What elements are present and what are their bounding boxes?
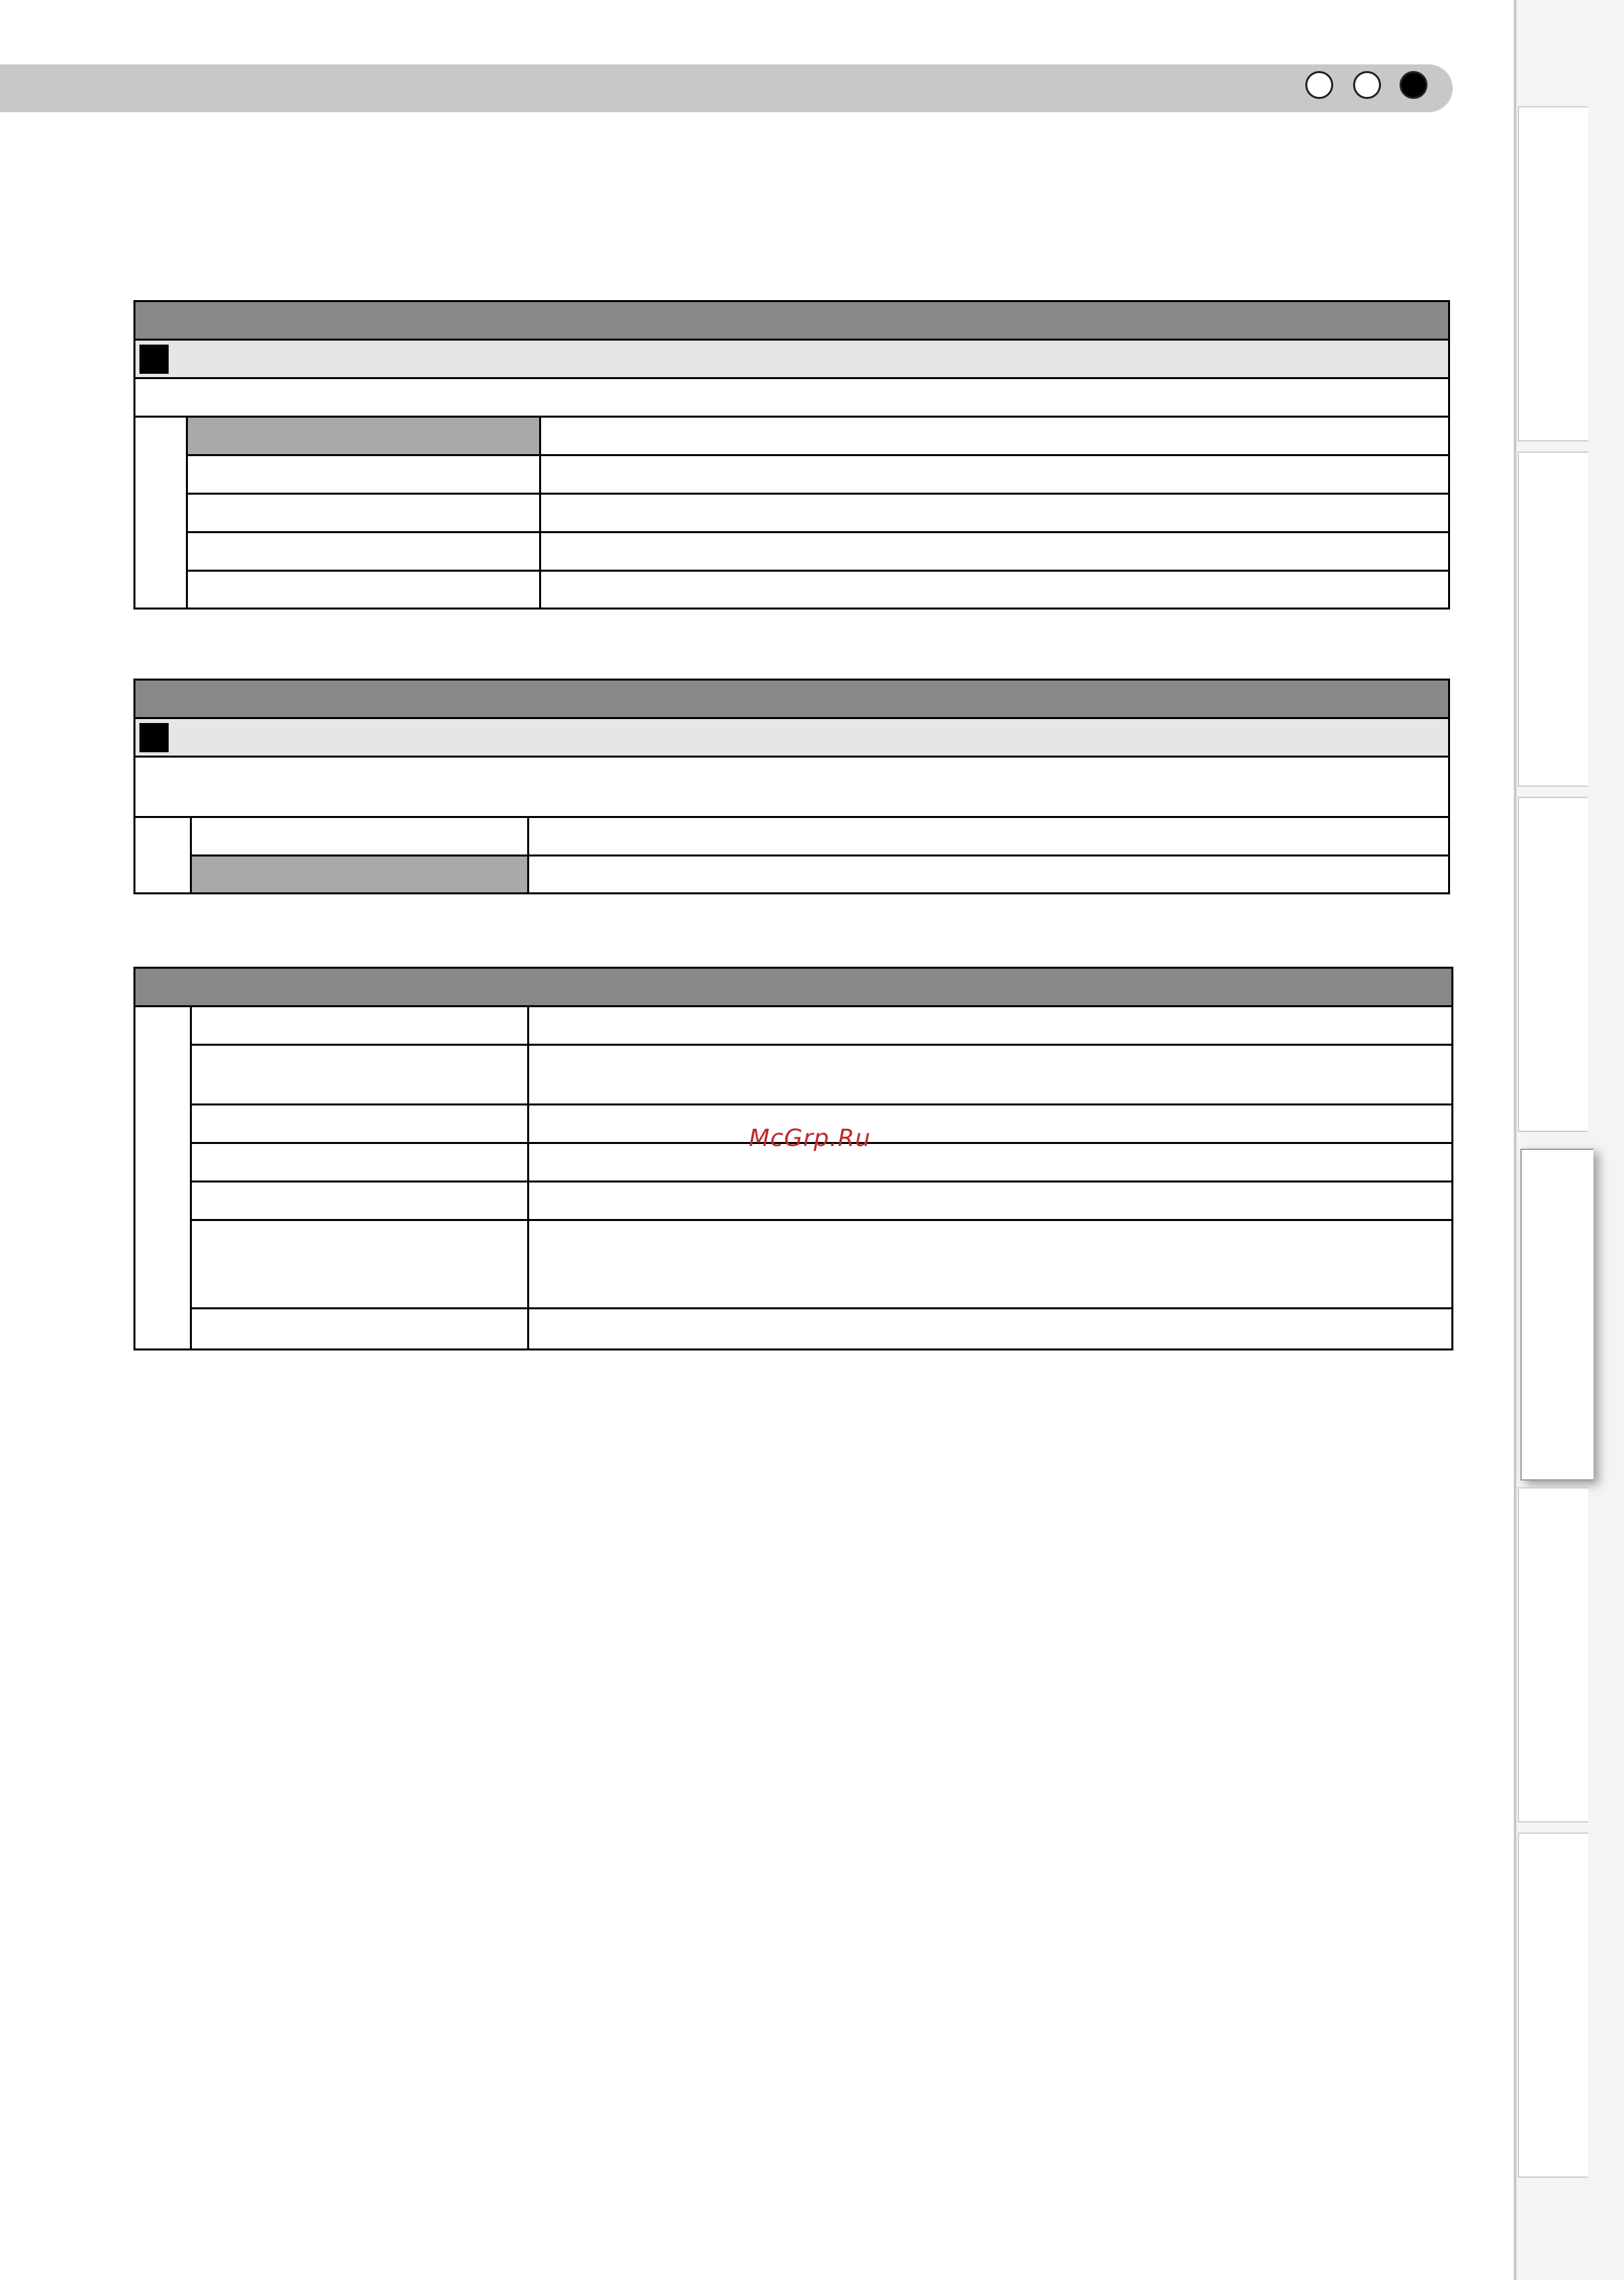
side-tab-1[interactable] xyxy=(1518,106,1588,442)
table-2-marker-square xyxy=(139,723,169,752)
table-1-row-5-label-cell xyxy=(188,572,541,608)
table-1 xyxy=(133,300,1450,610)
table-3-row-5-label-cell xyxy=(192,1182,529,1221)
table-1-header xyxy=(135,302,1448,341)
table-2-row-2-label-cell xyxy=(192,856,529,892)
side-tab-2[interactable] xyxy=(1518,451,1588,787)
table-row xyxy=(192,1181,1451,1221)
table-3-row-3-label-cell xyxy=(192,1105,529,1144)
table-1-row-1-label-cell xyxy=(188,418,541,456)
page-indicator-dot-3-active xyxy=(1400,71,1427,99)
table-3-row-2-label-cell xyxy=(192,1046,529,1105)
table-1-left-column xyxy=(135,418,188,608)
table-1-marker-square xyxy=(139,345,169,374)
table-3 xyxy=(133,967,1453,1350)
table-row xyxy=(188,570,1448,608)
table-2-left-column xyxy=(135,818,192,892)
table-3-row-6-label-cell xyxy=(192,1221,529,1309)
table-2 xyxy=(133,679,1450,894)
table-2-description-row xyxy=(135,758,1448,818)
side-tab-3[interactable] xyxy=(1518,797,1588,1132)
header-bar xyxy=(0,64,1453,112)
table-3-row-7-label-cell xyxy=(192,1309,529,1348)
table-row xyxy=(192,816,1448,856)
table-1-row-2-label-cell xyxy=(188,456,541,495)
table-3-row-1-label-cell xyxy=(192,1005,529,1046)
table-3-header xyxy=(135,969,1451,1007)
side-tab-4-active[interactable] xyxy=(1520,1149,1593,1481)
side-index-divider xyxy=(1514,0,1516,2280)
table-row xyxy=(188,493,1448,533)
table-row xyxy=(192,1307,1451,1348)
table-row xyxy=(188,531,1448,572)
page-indicator-dot-1 xyxy=(1305,71,1333,99)
table-row xyxy=(192,1219,1451,1309)
table-1-row-3-label-cell xyxy=(188,495,541,533)
page-indicator-dot-2 xyxy=(1353,71,1381,99)
watermark-text: McGrp.Ru xyxy=(749,1125,871,1152)
table-1-row-4-label-cell xyxy=(188,533,541,572)
table-row xyxy=(188,454,1448,495)
table-row xyxy=(192,1044,1451,1105)
table-row xyxy=(188,416,1448,456)
table-1-subheader xyxy=(135,341,1448,379)
table-row xyxy=(192,1005,1451,1046)
side-tab-5[interactable] xyxy=(1518,1487,1588,1823)
table-2-row-1-label-cell xyxy=(192,818,529,856)
table-2-subheader xyxy=(135,719,1448,758)
table-1-description-row xyxy=(135,379,1448,418)
table-2-header xyxy=(135,681,1448,719)
side-tab-6[interactable] xyxy=(1518,1832,1588,2178)
table-3-row-4-label-cell xyxy=(192,1144,529,1182)
table-3-left-column xyxy=(135,1007,192,1348)
table-row xyxy=(192,855,1448,892)
